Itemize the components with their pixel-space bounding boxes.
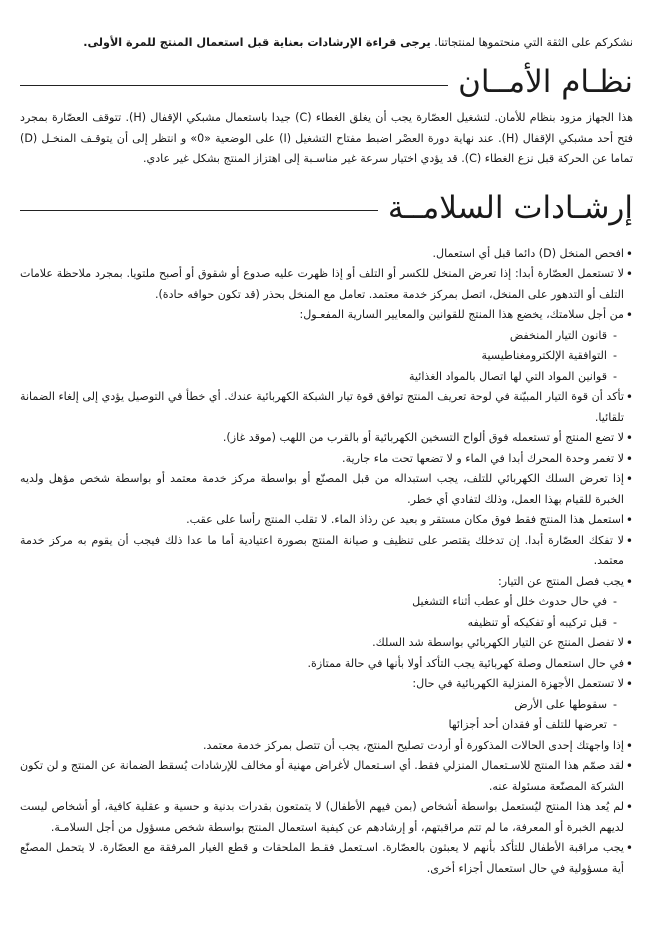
list-item-text: افحص المنخل (D) دائما قبل أي استعمال. xyxy=(432,246,624,260)
list-item-text: تأكد أن قوة التيار المبيّنة في لوحة تعريف المنتج توافق قوة تيار الشبكة الكهربائية عندك. أي خطأ في التوصيل يؤدي إلى إلغاء الضمانة تلقائيا. xyxy=(20,390,624,424)
list-item xyxy=(20,531,633,572)
list-item-text: استعمل هذا المنتج فقط فوق مكان مستقر و بعيد عن رذاذ الماء. لا تقلب المنتج رأسا على عقب. xyxy=(186,513,624,526)
list-item-text: من أجل سلامتك، يخضع هذا المنتج للقوانين والمعايير السارية المفعـول: xyxy=(299,308,624,321)
list-item-text: تعرضها للتلف أو فقدان أحد أجزائها xyxy=(448,718,607,731)
list-item-text: التوافقية الإلكترومغناطيسية xyxy=(481,349,607,362)
list-item xyxy=(20,756,633,797)
sub-list-item xyxy=(20,613,633,634)
list-item-text: إذا تعرض السلك الكهربائي للتلف، يجب استبداله من قبل المصنّع أو بواسطة مركز خدمة معتمد أو بواسطة شخص مؤهل ولديه الخبرة للقيام بهذا العمل، وذلك لتفادي أي خطر. xyxy=(20,472,624,506)
list-item-text: لا تستعمل الأجهزة المنزلية الكهربائية في حال: xyxy=(412,677,624,690)
list-item-text: سقوطها على الأرض xyxy=(514,697,607,711)
list-item-text: لقد صمّم هذا المنتج للاسـتعمال المنزلي فقط. أي اسـتعمال لأغراض مهنية أو مخالف للإرشادات يُسقط الضمانة عن المنتج و لن تكون الشركة المصنّعة مسئولة عنه. xyxy=(20,759,624,793)
intro-emphasis: يرجى قراءة الإرشادات بعناية قبل استعمال المنتج للمرة الأولى. xyxy=(83,36,431,49)
intro-text xyxy=(20,34,633,52)
dash-marker: - xyxy=(612,718,617,731)
safety-instructions-title: إرشـادات السلامــة xyxy=(387,189,633,226)
sub-list-item xyxy=(20,367,633,388)
dash-marker: - xyxy=(612,349,617,362)
safety-instructions-list xyxy=(20,244,633,880)
list-item-text: في حال استعمال وصلة كهربائية يجب التأكد أولا بأنها في حالة ممتازة. xyxy=(307,656,624,670)
sub-list-item xyxy=(20,715,633,736)
list-item xyxy=(20,654,633,675)
sub-list-item xyxy=(20,326,633,347)
heading-rule xyxy=(20,210,378,211)
list-item-text: قبل تركيبه أو تفكيكه أو تنظيفه xyxy=(467,615,607,629)
bullet-icon: • xyxy=(625,533,633,548)
safety-system-heading xyxy=(20,58,633,106)
bullet-icon: • xyxy=(625,267,633,281)
bullet-icon: • xyxy=(625,246,633,261)
safety-system-title: نظـام الأمــان xyxy=(458,64,633,100)
dash-marker: - xyxy=(612,328,617,342)
list-item-text: في حال حدوث خلل أو عطب أثناء التشغيل xyxy=(412,595,607,608)
safety-system-text: هذا الجهاز مزود بنظام للأمان. لتشغيل العصّارة يجب أن يغلق الغطاء (C) جيدا باستعمال مشبكي الإقفال (H). تتوقف العصّارة بمجرد فتح أحد مشبكي الإقفال (H). عند نهاية دورة العصْر اضبط مفتاح التشغيل (I) على الوضعية «0» و انتظر إلى أن يتوقـف المنخـل (D) تماما عن الحركة قبل نزع الغطاء (C). قد يؤدي اختيار سرعة غير مناسـبة إلى اهتزاز المنتج بشكل غير عادي. xyxy=(20,111,633,165)
bullet-icon: • xyxy=(625,574,633,589)
intro-thanks: نشكركم على الثقة التي منحتموها لمنتجاتنا. xyxy=(434,36,633,49)
list-item-text: قوانين المواد التي لها اتصال بالمواد الغذائية xyxy=(408,369,607,383)
bullet-icon: • xyxy=(625,677,633,691)
list-item-text: قانون التيار المنخفض xyxy=(509,328,607,342)
bullet-icon: • xyxy=(625,656,633,671)
dash-marker: - xyxy=(612,369,617,383)
bullet-icon: • xyxy=(625,308,633,322)
list-item-text: لا تفكك العصّارة أبدا. إن تدخلك يقتصر على تنظيف و صيانة المنتج بصورة اعتيادية أما ما عدا ذلك فيجب أن يقوم به مركز خدمة معتمد. xyxy=(20,533,624,567)
bullet-icon: • xyxy=(625,513,633,527)
list-item-text: إذا واجهتك إحدى الحالات المذكورة أو أردت تصليح المنتج، يجب أن تتصل بمركز خدمة معتمد. xyxy=(203,738,624,752)
list-item xyxy=(20,633,633,654)
list-item xyxy=(20,264,633,305)
bullet-icon: • xyxy=(625,800,633,814)
sub-list-item xyxy=(20,346,633,367)
list-item xyxy=(20,838,633,879)
bullet-icon: • xyxy=(625,738,633,753)
list-item-text: لم يُعد هذا المنتج ليُستعمل بواسطة أشخاص (بمن فيهم الأطفال) لا يتمتعون بقدرات بدنية و حسية و عقلية كافية، أو أشخاص ليست لديهم الخبرة أو المعرفة، ما لم تتم مراقبتهم، أو إرشادهم عن كيفية استعمال المنتج بواسطة شخص مسؤول من أجل السلامـة. xyxy=(20,800,624,834)
sub-list-item xyxy=(20,695,633,716)
safety-instructions-heading xyxy=(20,184,633,232)
dash-marker: - xyxy=(612,697,617,711)
bullet-icon: • xyxy=(625,431,633,445)
bullet-icon: • xyxy=(625,390,633,404)
list-item xyxy=(20,736,633,757)
list-item xyxy=(20,572,633,593)
bullet-icon: • xyxy=(625,636,633,650)
list-item xyxy=(20,387,633,428)
heading-rule xyxy=(20,85,448,86)
bullet-icon: • xyxy=(625,472,633,486)
list-item-text: لا تغمر وحدة المحرك أبدا في الماء و لا تضعها تحت ماء جارية. xyxy=(342,451,624,465)
list-item xyxy=(20,449,633,470)
bullet-icon: • xyxy=(625,841,633,855)
list-item-text: يجب مراقبة الأطفال للتأكد بأنهم لا يعبثون بالعصّارة. اسـتعمل فقـط الملحقات و قطع الغيار المرفقة مع العصّارة. لا يتحمل المصنّع أية مسؤولية في حال استعمال أجزاء أخرى. xyxy=(20,841,624,875)
sub-list-item xyxy=(20,592,633,613)
list-item xyxy=(20,510,633,531)
bullet-icon: • xyxy=(625,451,633,466)
list-item-text: لا تفصل المنتج عن التيار الكهربائي بواسطة شد السلك. xyxy=(372,636,624,649)
dash-marker: - xyxy=(612,615,617,629)
bullet-icon: • xyxy=(625,759,633,773)
list-item xyxy=(20,305,633,326)
list-item-text: لا تستعمل العصّارة أبدا: إذا تعرض المنخل للكسر أو التلف أو إذا ظهرت عليه صدوع أو شقوق أو أصبح ملتويا. بمجرد ملاحظة علامات التلف أو التدهور على المنخل، اتصل بمركز خدمة معتمد. تعامل مع المنخل بحذر (قد تكون حوافه حادة). xyxy=(20,267,624,301)
instruction-page xyxy=(20,0,633,879)
list-item-text: يجب فصل المنتج عن التيار: xyxy=(497,574,624,588)
list-item-text: لا تضع المنتج أو تستعمله فوق ألواح التسخين الكهربائية أو بالقرب من اللهب (موقد غاز). xyxy=(222,431,624,444)
list-item xyxy=(20,674,633,695)
list-item xyxy=(20,428,633,449)
list-item xyxy=(20,797,633,838)
list-item xyxy=(20,244,633,265)
list-item xyxy=(20,469,633,510)
dash-marker: - xyxy=(612,595,617,608)
